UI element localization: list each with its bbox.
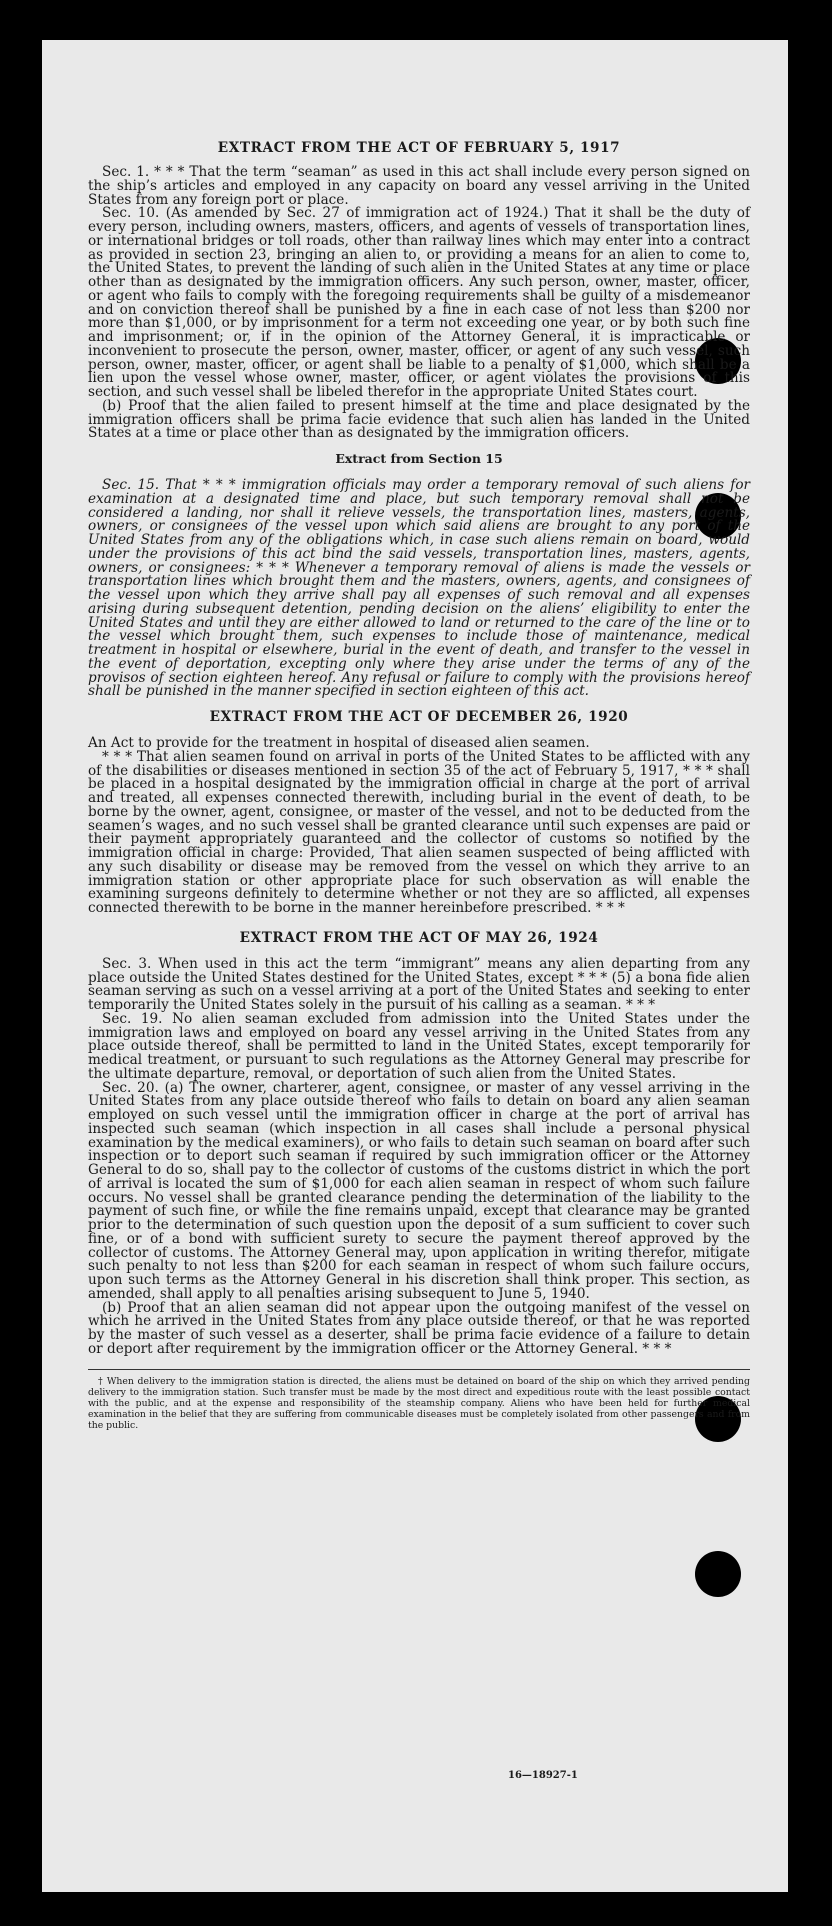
document-number: 16—18927-1 bbox=[508, 1770, 578, 1781]
heading-act-1917: EXTRACT FROM THE ACT OF FEBRUARY 5, 1917 bbox=[217, 140, 621, 156]
heading-act-1924: EXTRACT FROM THE ACT OF MAY 26, 1924 bbox=[239, 929, 599, 946]
footnote-divider bbox=[88, 1369, 750, 1370]
document-body bbox=[88, 140, 750, 1431]
paragraph-1920-body: * * * That alien seamen found on arrival in ports of the United States to be afflicted with any of the disabilities or diseases mentioned in section 35 of the act of February 5, 1917, * * * shall be placed in a hospital designated by the immigration official in charge at the port of arrival and treated, all expenses connected therewith, including burial in the event of death, to be borne by the owner, agent, consignee, or master of the vessel, and not to be deducted from the seamen’s wages, and no such vessel shall be granted clearance until such expenses are paid or their payment appropriately guaranteed and the collector of customs so notified by the immigration official in charge: Provided, That alien seamen suspected of being afflicted with any such disability or disease may be removed from the vessel on which they arrive to an immigration station or other appropriate place for such observation as will enable the examining surgeons definitely to determine whether or not they are so afflicted, all expenses connected therewith to be borne in the manner hereinbefore prescribed. * * * bbox=[88, 748, 750, 916]
paragraph-sec20b: (b) Proof that an alien seaman did not appear upon the outgoing manifest of the vessel on which he arrived in the United States from any place outside thereof, or that he was reported by the master of such vessel as a deserter, shall be prima facie evidence of a failure to detain or deport after requirement by the immigration officer or the Attorney General. * * * bbox=[88, 1299, 750, 1357]
paragraph-sec3: Sec. 3. When used in this act the term “immigrant” means any alien departing from any place outside the United States destined for the United States, except * * * (5) a bona fide alien seaman serving as such on a vessel arriving at a port of the United States and seeking to enter temporarily the United States solely in the pursuit of his calling as a seaman. * * * bbox=[88, 955, 750, 1013]
paragraph-sec1: Sec. 1. * * * That the term “seaman” as used in this act shall include every person signed on the ship’s articles and employed in any capacity on board any vessel arriving in the United States from any foreign port or place. bbox=[88, 164, 750, 208]
heading-act-1920: EXTRACT FROM THE ACT OF DECEMBER 26, 1920 bbox=[209, 709, 629, 725]
paragraph-sec10: Sec. 10. (As amended by Sec. 27 of immigration act of 1924.) That it shall be the duty of every person, including owners, masters, officers, and agents of vessels of transportation lines, or international bridges or toll roads, other than railway lines which may enter into a contract as provided in section 23, bringing an alien to, or providing a means for an alien to come to, the United States, to prevent the landing of such alien in the United States at any time or place other than as designated by the immigration officers. Any such person, owner, master, officer, or agent who fails to comply with the foregoing requirements shall be guilty of a misdemeanor and on conviction thereof shall be punished by a fine in each case of not less than $200 nor more than $1,000, or by imprisonment for a term not exceeding one year, or by both such fine and imprisonment; or, if in the opinion of the Attorney General, it is impracticable or inconvenient to prosecute the person, owner, master, officer, or agent of any such vessel, such person, owner, master, officer, or agent shall be liable to a penalty of $1,000, which shall be a lien upon the vessel whose owner, master, officer, or agent violates the provisions of this section, and such vessel shall be libeled therefor in the appropriate United States court. bbox=[88, 205, 750, 400]
paragraph-1920-title: An Act to provide for the treatment in hospital of diseased alien seamen. bbox=[88, 735, 590, 751]
punch-hole bbox=[695, 1551, 741, 1597]
paragraph-sec10b: (b) Proof that the alien failed to present himself at the time and place designated by the immigration officers shall be prima facie evidence that such alien has landed in the United States at a time or place other than as designated by the immigration officers. bbox=[88, 397, 750, 442]
paragraph-sec20a: Sec. 20. (a) The owner, charterer, agent, consignee, or master of any vessel arriving in the United States from any place outside thereof who fails to detain on board any alien seaman employed on such vessel until the immigration officer in charge at the port of arrival has inspected such seaman (which inspection in all cases shall include a personal physical examination by the medical examiners), or who fails to detain such seaman on board after such inspection or to deport such seaman if required by such immigration officer or the Attorney General to do so, shall pay to the collector of customs of the customs district in which the port of arrival is located the sum of $1,000 for each alien seaman in respect of whom such failure occurs. No vessel shall be granted clearance pending the determination of the liability to the payment of such fine, or while the fine remains unpaid, except that clearance may be granted prior to the determination of such question upon the deposit of a sum sufficient to cover such fine, or of a bond with sufficient surety to secure the payment thereof approved by the collector of customs. The Attorney General may, upon application in writing therefor, mitigate such penalty to not less than $200 for each seaman in respect of whom such failure occurs, upon such terms as the Attorney General in his discretion shall think proper. This section, as amended, shall apply to all penalties arising subsequent to June 5, 1940. bbox=[88, 1079, 750, 1302]
heading-section-15: Extract from Section 15 bbox=[335, 451, 503, 466]
footnote: † When delivery to the immigration station is directed, the aliens must be detained on board of the ship on which they arrived pending delivery to the immigration station. Such transfer must be made by the most direct and expeditious route with the least possible contact with the public, and at the expense and responsibility of the steamship company. Aliens who have been held for further medical examination in the belief that they are suffering from communicable diseases must be completely isolated from other passengers and from the public. bbox=[88, 1375, 750, 1431]
paragraph-sec19: Sec. 19. No alien seaman excluded from admission into the United States under the immigration laws and employed on board any vessel arriving in the United States from any place outside thereof, shall be permitted to land in the United States, except temporarily for medical treatment, or pursuant to such regulations as the Attorney General may prescribe for the ultimate departure, removal, or deportation of such alien from the United States. bbox=[88, 1010, 750, 1082]
paragraph-sec15: Sec. 15. That * * * immigration officials may order a temporary removal of such aliens for examination at a designated time and place, but such temporary removal shall not be considered a landing, nor shall it relieve vessels, the transportation lines, masters, agents, owners, or consignees of the vessel upon which said aliens are brought to any port of the United States from any of the obligations which, in case such aliens remain on board, would under the provisions of this act bind the said vessels, transportation lines, masters, agents, owners, or consignees: * * * Whenever a temporary removal of aliens is made the vessels or transportation lines which brought them and the masters, owners, agents, and consignees of the vessel upon which they arrive shall pay all expenses of such removal and all expenses arising during subsequent detention, pending decision on the aliens’ eligibility to enter the United States and until they are either allowed to land or returned to the care of the line or to the vessel which brought them, such expenses to include those of maintenance, medical treatment in hospital or elsewhere, burial in the event of death, and transfer to the vessel in the event of deportation, excepting only where they arise under the terms of any of the provisos of section eighteen hereof. Any refusal or failure to comply with the provisions hereof shall be punished in the manner specified in section eighteen of this act. bbox=[88, 477, 750, 700]
